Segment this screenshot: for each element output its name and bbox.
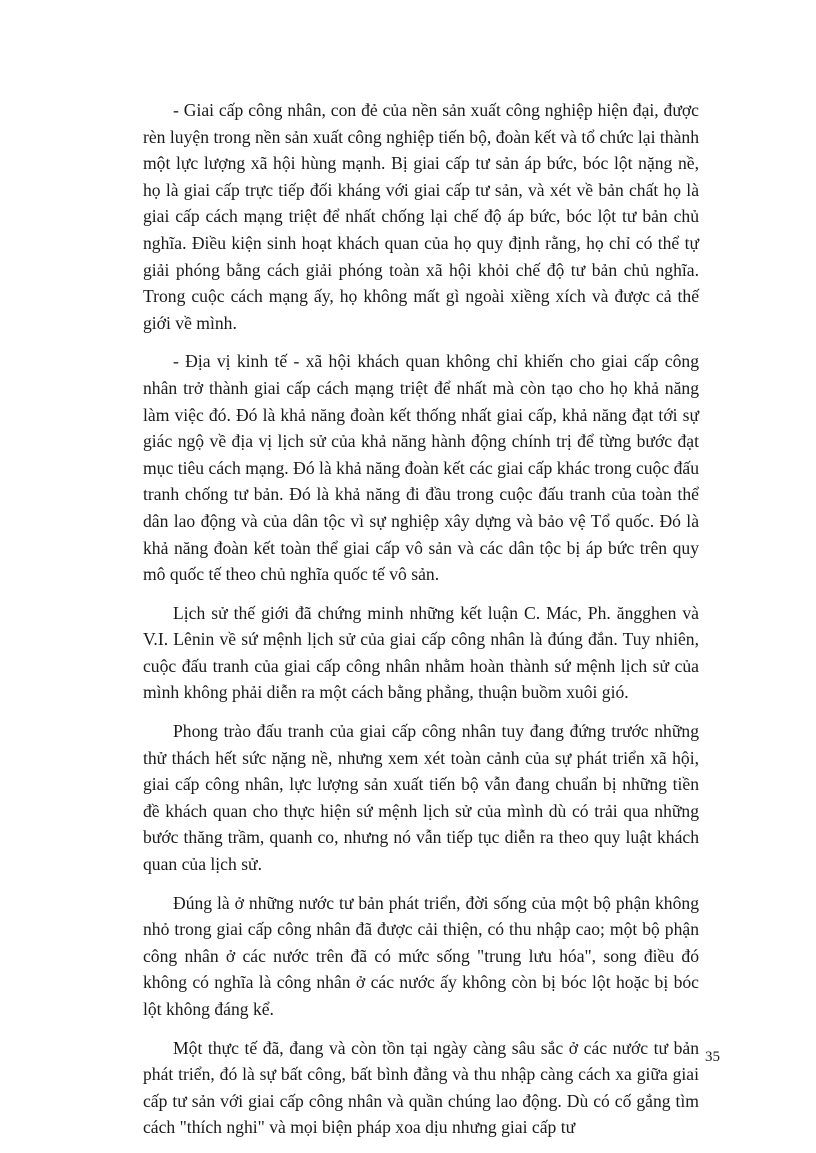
document-body <box>143 97 699 1153</box>
paragraph-socioeconomic-position: - Địa vị kinh tế - xã hội khách quan không chỉ khiến cho giai cấp công nhân trở thành giai cấp cách mạng triệt để nhất mà còn tạo cho họ khả năng làm việc đó. Đó là khả năng đoàn kết thống nhất giai cấp, khả năng đạt tới sự giác ngộ về địa vị lịch sử của khả năng hành động chính trị để từng bước đạt mục tiêu cách mạng. Đó là khả năng đoàn kết các giai cấp khác trong cuộc đấu tranh chống tư bản. Đó là khả năng đi đầu trong cuộc đấu tranh của toàn thể dân lao động và của dân tộc vì sự nghiệp xây dựng và bảo vệ Tổ quốc. Đó là khả năng đoàn kết toàn thể giai cấp vô sản và các dân tộc bị áp bức trên quy mô quốc tế theo chủ nghĩa quốc tế vô sản. <box>143 351 699 585</box>
paragraph-world-history: Lịch sử thế giới đã chứng minh những kết luận C. Mác, Ph. ăngghen và V.I. Lênin về sứ mệnh lịch sử của giai cấp công nhân là đúng đắn. Tuy nhiên, cuộc đấu tranh của giai cấp công nhân nhằm hoàn thành sứ mệnh lịch sử của mình không phải diễn ra một cách bằng phẳng, thuận buồm xuôi gió. <box>143 602 699 703</box>
paragraph-working-class-origin: - Giai cấp công nhân, con đẻ của nền sản xuất công nghiệp hiện đại, được rèn luyện trong nền sản xuất công nghiệp tiến bộ, đoàn kết và tổ chức lại thành một lực lượng xã hội hùng mạnh. Bị giai cấp tư sản áp bức, bóc lột nặng nề, họ là giai cấp trực tiếp đối kháng với giai cấp tư sản, và xét về bản chất họ là giai cấp cách mạng triệt để nhất chống lại chế độ áp bức, bóc lột tư bản chủ nghĩa. Điều kiện sinh hoạt khách quan của họ quy định rằng, họ chỉ có thể tự giải phóng bằng cách giải phóng toàn xã hội khỏi chế độ tư bản chủ nghĩa. Trong cuộc cách mạng ấy, họ không mất gì ngoài xiềng xích và được cả thế giới về mình. <box>143 100 699 333</box>
paragraph-developed-countries: Đúng là ở những nước tư bản phát triển, đời sống của một bộ phận không nhỏ trong giai cấp công nhân đã được cải thiện, có thu nhập cao; một bộ phận công nhân ở các nước trên đã có mức sống "trung lưu hóa", song điều đó không có nghĩa là công nhân ở các nước ấy không còn bị bóc lột hoặc bị bóc lột không đáng kể. <box>143 892 699 1019</box>
paragraph-struggle-movement: Phong trào đấu tranh của giai cấp công nhân tuy đang đứng trước những thử thách hết sức nặng nề, nhưng xem xét toàn cảnh của sự phát triển xã hội, giai cấp công nhân, lực lượng sản xuất tiến bộ vẫn đang chuẩn bị những tiền đề khách quan cho thực hiện sứ mệnh lịch sử của mình dù có trải qua những bước thăng trầm, quanh co, nhưng nó vẫn tiếp tục diễn ra theo quy luật khách quan của lịch sử. <box>143 721 699 875</box>
page-number: 35 <box>705 1049 720 1065</box>
paragraph-inequality: Một thực tế đã, đang và còn tồn tại ngày càng sâu sắc ở các nước tư bản phát triển, đó là sự bất công, bất bình đẳng và thu nhập càng cách xa giữa giai cấp tư sản với giai cấp công nhân và quần chúng lao động. Dù có cố gắng tìm cách "thích nghi" và mọi biện pháp xoa dịu nhưng giai cấp tư <box>143 1037 699 1138</box>
